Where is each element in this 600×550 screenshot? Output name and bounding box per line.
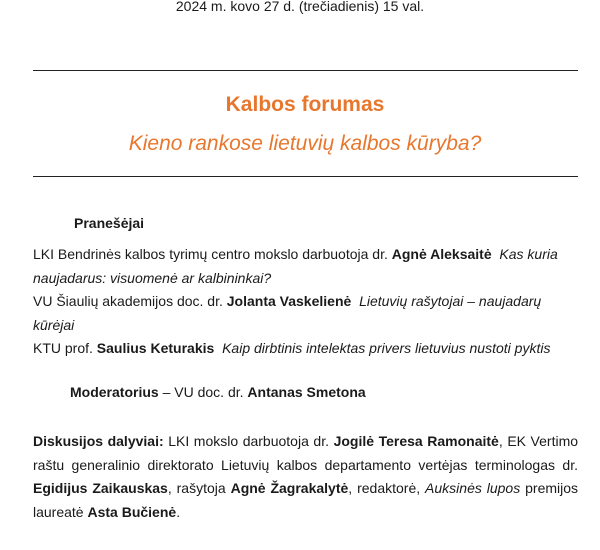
bottom-divider [33, 176, 578, 177]
discussion-block [33, 430, 578, 524]
speaker-affiliation: KTU prof. [33, 340, 93, 356]
speaker-talk-title: Kas kuria naujadarus: visuomenė ar kalbininkai? [33, 246, 558, 286]
speaker-name: Saulius Keturakis [96, 340, 215, 356]
speaker-affiliation: LKI Bendrinės kalbos tyrimų centro mokslo darbuotoja dr. [33, 246, 388, 262]
speaker-affiliation: VU Šiaulių akademijos doc. dr. [33, 293, 223, 309]
separator: , [498, 433, 508, 449]
participant-role: redaktorė, [357, 480, 421, 496]
moderator-label: Moderatorius [70, 384, 159, 400]
award-name: Auksinės lupos [425, 480, 521, 496]
moderator-line [70, 383, 366, 401]
forum-subtitle: Kieno rankose lietuvių kalbos kūryba? [128, 132, 482, 155]
participant-name: Jogilė Teresa Ramonaitė [333, 433, 499, 449]
discussion-label: Diskusijos dalyviai: [33, 433, 164, 449]
moderator-affiliation: VU doc. dr. [174, 384, 244, 400]
event-date: 2024 m. kovo 27 d. (trečiadienis) 15 val. [175, 0, 425, 14]
speaker-entry [33, 243, 578, 290]
top-divider [33, 70, 578, 71]
speaker-talk-title: Lietuvių rašytojai – naujadarų kūrėjai [33, 293, 542, 333]
participant-name: Agnė Žagrakalytė [230, 480, 349, 496]
separator: , [348, 480, 358, 496]
participant-name: Asta Bučienė [87, 503, 177, 520]
participant-role: rašytoja [176, 480, 226, 496]
participant-name: Egidijus Zaikauskas [33, 480, 168, 496]
speaker-name: Jolanta Vaskelienė [226, 293, 352, 309]
participant-role: LKI mokslo darbuotoja dr. [168, 433, 329, 449]
participant-role: EK Vertimo raštu generalinio direktorato Lietuvių kalbos departamento vertėjas terminologas dr. [33, 433, 579, 473]
moderator-name: Antanas Smetona [247, 384, 366, 400]
forum-title: Kalbos forumas [225, 93, 385, 116]
speakers-heading: Pranešėjai [74, 215, 145, 231]
moderator-separator: – [158, 384, 175, 400]
speaker-name: Agnė Aleksaitė [391, 246, 492, 262]
speaker-entry [33, 337, 578, 361]
end-period: . [176, 503, 181, 520]
speakers-list [33, 243, 578, 361]
discussion-paragraph [33, 430, 578, 524]
speaker-talk-title: Kaip dirbtinis intelektas privers lietuvius nustoti pyktis [222, 340, 551, 356]
award-description: premijos laureatė [33, 480, 579, 520]
speaker-entry [33, 290, 578, 337]
separator: , [167, 480, 177, 496]
